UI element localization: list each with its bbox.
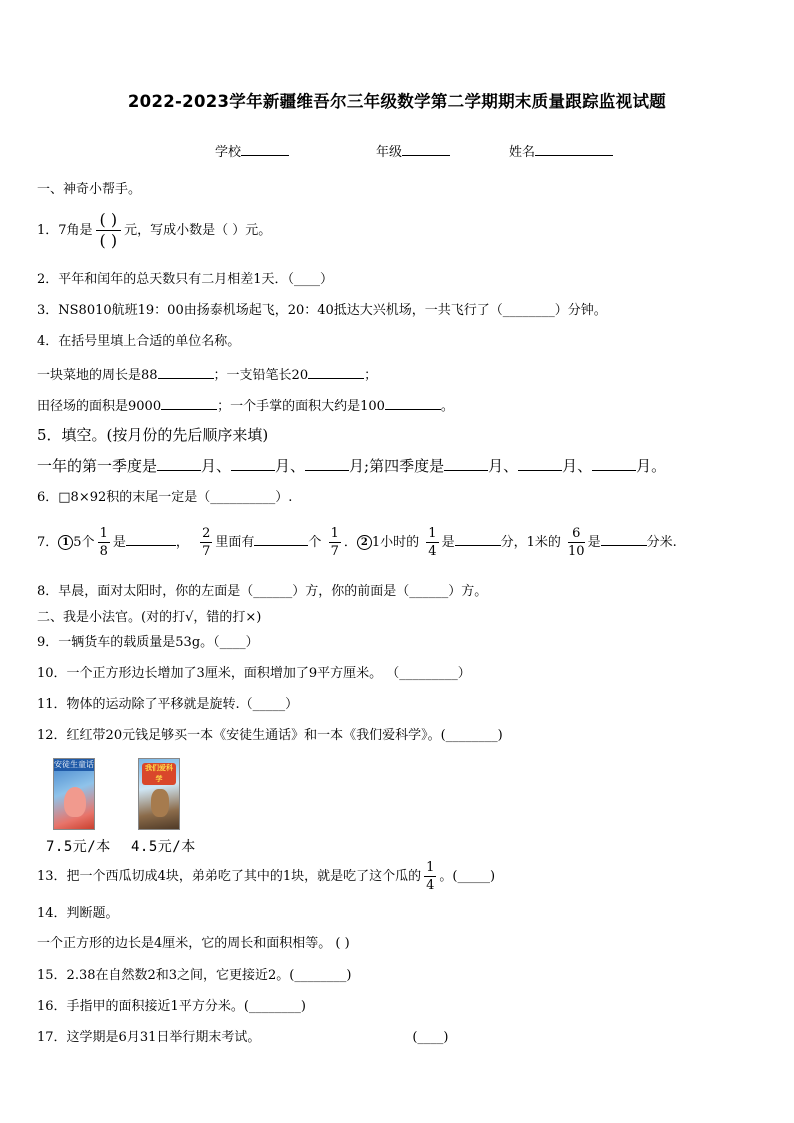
school-blank[interactable] <box>241 142 289 156</box>
fraction: $\frac{1}{7}$ <box>330 526 339 559</box>
section-2-heading: 二、我是小法官。(对的打√，错的打×) <box>37 610 262 625</box>
question-5: 5．填空。(按月份的先后顺序来填) <box>37 426 269 444</box>
question-5a: 一年的第一季度是 月、 月、 月;第四季度是 月、 月、 月。 <box>37 457 667 475</box>
answer-blank[interactable] <box>518 457 562 471</box>
grade-field[interactable]: 年级 <box>376 141 450 160</box>
fraction: $\frac{1}{4}$ <box>426 860 435 893</box>
question-6: 6．□8×92积的末尾一定是（__________）. <box>37 490 293 505</box>
question-4a: 一块菜地的周长是88 ；一支铅笔长20 ； <box>37 365 377 385</box>
answer-blank[interactable] <box>444 457 488 471</box>
name-field[interactable]: 姓名 <box>509 141 613 160</box>
answer-blank[interactable] <box>385 396 441 410</box>
question-2: 2．平年和闰年的总天数只有二月相差1天．（____） <box>37 272 334 287</box>
answer-blank[interactable] <box>592 457 636 471</box>
question-15: 15．2.38在自然数2和3之间，它更接近2。(________) <box>37 968 352 983</box>
character-illustration <box>151 789 169 817</box>
question-12: 12．红红带20元钱足够买一本《安徒生通话》和一本《我们爱科学》。(________) <box>37 728 503 743</box>
question-4b: 田径场的面积是9000 ；一个手掌的面积大约是100 。 <box>37 396 454 416</box>
question-11: 11．物体的运动除了平移就是旋转.（_____） <box>37 697 299 712</box>
fraction: $\frac{1}{8}$ <box>99 526 108 559</box>
answer-blank[interactable] <box>158 365 214 379</box>
question-9: 9．一辆货车的载质量是53g。（____） <box>37 635 259 650</box>
question-1: 1．7角是 $\frac{( )}{( )}$ 元，写成小数是（ ）元。 <box>37 210 272 250</box>
question-14a: 一个正方形的边长是4厘米，它的周长和面积相等。 ( ) <box>37 936 350 951</box>
answer-blank[interactable] <box>161 396 217 410</box>
section-1-heading: 一、神奇小帮手。 <box>37 182 142 197</box>
fraction: $\frac{2}{7}$ <box>202 526 211 559</box>
question-3: 3．NS8010航班19：00由扬泰机场起飞，20：40抵达大兴机场，一共飞行了（________）分钟。 <box>37 303 607 318</box>
question-16: 16．手指甲的面积接近1平方分米。(________) <box>37 999 306 1014</box>
circled-number: 1 <box>58 535 73 550</box>
book-price-2: 4.5元/本 <box>131 839 196 855</box>
fraction-blank[interactable]: $\frac{( )}{( )}$ <box>96 212 122 249</box>
fraction: $\frac{1}{4}$ <box>428 526 437 559</box>
answer-blank[interactable] <box>455 532 501 546</box>
answer-blank[interactable] <box>157 457 201 471</box>
book-cover-science: 我们爱科学 <box>138 758 180 830</box>
answer-blank[interactable] <box>305 457 349 471</box>
fraction: $\frac{6}{10}$ <box>568 526 585 559</box>
question-17: 17．这学期是6月31日举行期末考试。 (____) <box>37 1030 449 1045</box>
question-14: 14．判断题。 <box>37 906 119 921</box>
grade-blank[interactable] <box>402 142 450 156</box>
question-8: 8．早晨，面对太阳时，你的左面是（______）方，你的前面是（______）方。 <box>37 584 488 599</box>
answer-blank[interactable] <box>601 532 647 546</box>
page-title: 2022-2023学年新疆维吾尔三年级数学第二学期期末质量跟踪监视试题 <box>127 92 667 111</box>
school-field[interactable]: 学校 <box>215 141 289 160</box>
circled-number: 2 <box>357 535 372 550</box>
question-4: 4．在括号里填上合适的单位名称。 <box>37 334 241 349</box>
name-blank[interactable] <box>535 142 613 156</box>
answer-blank[interactable] <box>126 532 176 546</box>
answer-blank[interactable] <box>308 365 364 379</box>
question-7: 7． 1 5个 $\frac{1}{8}$ 是 ， $\frac{2}{7}$ 里面有 个 $\frac{1}{7}$ ． 2 1小时的 $\frac{1}{4}$ 是 分，1米的 $\frac{6}{10}$ 是 分米. <box>37 526 677 559</box>
answer-blank[interactable] <box>254 532 308 546</box>
question-10: 10．一个正方形边长增加了3厘米，面积增加了9平方厘米。 （_________） <box>37 666 471 681</box>
answer-blank[interactable] <box>231 457 275 471</box>
girl-illustration <box>64 787 86 817</box>
book-price-1: 7.5元/本 <box>46 839 111 855</box>
question-13: 13．把一个西瓜切成4块，弟弟吃了其中的1块，就是吃了这个瓜的 $\frac{1}{4}$ 。(_____) <box>37 860 496 893</box>
book-cover-andersen: 安徒生童话 <box>53 758 95 830</box>
